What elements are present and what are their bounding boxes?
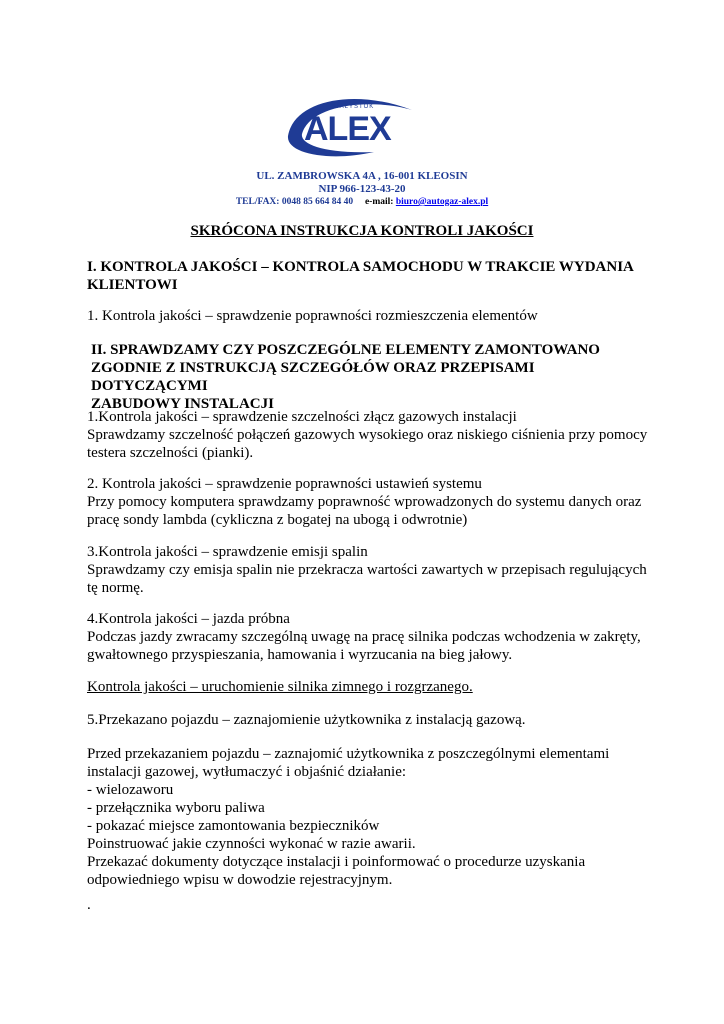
section1-heading: I. KONTROLA JAKOŚCI – KONTROLA SAMOCHODU W TRAKCIE WYDANIA KLIENTOWI bbox=[87, 259, 634, 293]
nip-line: NIP 966-123-43-20 bbox=[318, 183, 406, 195]
svg-text:BIAŁYSTOK: BIAŁYSTOK bbox=[332, 104, 375, 110]
underlined-note: Kontrola jakości – uruchomienie silnika zimnego i rozgrzanego. bbox=[87, 679, 473, 695]
trailing-dot: . bbox=[87, 897, 91, 913]
handover-instructions: Przed przekazaniem pojazdu – zaznajomić użytkownika z poszczególnymi elementami instalacji gazowej, wytłumaczyć i objaśnić działanie: - wielozaworu - przełącznika wyboru paliwa - pokazać miejsce zamontowania bezpieczników Poinstruować jakie czynności wykonać w razie awarii. Przekazać dokumenty dotyczące instalacji i poinformować o procedurze uzyskania odpowiedniego wpisu w dowodzie rejestracyjnym. bbox=[87, 746, 610, 888]
svg-text:ALEX: ALEX bbox=[304, 110, 391, 148]
item-1: 1.Kontrola jakości – sprawdzenie szczelności złącz gazowych instalacji Sprawdzamy szczelność połączeń gazowych wysokiego oraz niskiego ciśnienia przy pomocy testera szczelności (pianki). bbox=[87, 409, 648, 461]
alex-logo bbox=[284, 92, 418, 162]
email-label: e-mail: bbox=[364, 197, 394, 207]
tel-fax: TEL/FAX: 0048 85 664 84 40 bbox=[235, 197, 354, 207]
email-link[interactable]: biuro@autogaz-alex.pl bbox=[395, 197, 489, 207]
document-title: SKRÓCONA INSTRUKCJA KONTROLI JAKOŚCI bbox=[190, 223, 534, 239]
address-line: UL. ZAMBROWSKA 4A , 16-001 KLEOSIN bbox=[256, 170, 468, 182]
contact-line bbox=[0, 196, 724, 208]
section1-item1: 1. Kontrola jakości – sprawdzenie poprawności rozmieszczenia elementów bbox=[87, 308, 538, 324]
item-2: 2. Kontrola jakości – sprawdzenie poprawności ustawień systemu Przy pomocy komputera sprawdzamy poprawność wprowadzonych do systemu danych oraz pracę sondy lambda (cykliczna z bogatej na ubogą i odwrotnie) bbox=[87, 476, 642, 528]
section2-heading: II. SPRAWDZAMY CZY POSZCZEGÓLNE ELEMENTY ZAMONTOWANO ZGODNIE Z INSTRUKCJĄ SZCZEGÓŁÓW ORAZ PRZEPISAMI DOTYCZĄCYMI ZABUDOWY INSTALACJI bbox=[91, 342, 600, 412]
item-4: 4.Kontrola jakości – jazda próbna Podczas jazdy zwracamy szczególną uwagę na pracę silnika podczas wchodzenia w zakręty, gwałtownego przyspieszania, hamowania i wyrzucania na bieg jałowy. bbox=[87, 611, 641, 663]
item-3: 3.Kontrola jakości – sprawdzenie emisji spalin Sprawdzamy czy emisja spalin nie przekracza wartości zawartych w przepisach regulujących tę normę. bbox=[87, 544, 647, 596]
item-5: 5.Przekazano pojazdu – zaznajomienie użytkownika z instalacją gazową. bbox=[87, 712, 526, 728]
